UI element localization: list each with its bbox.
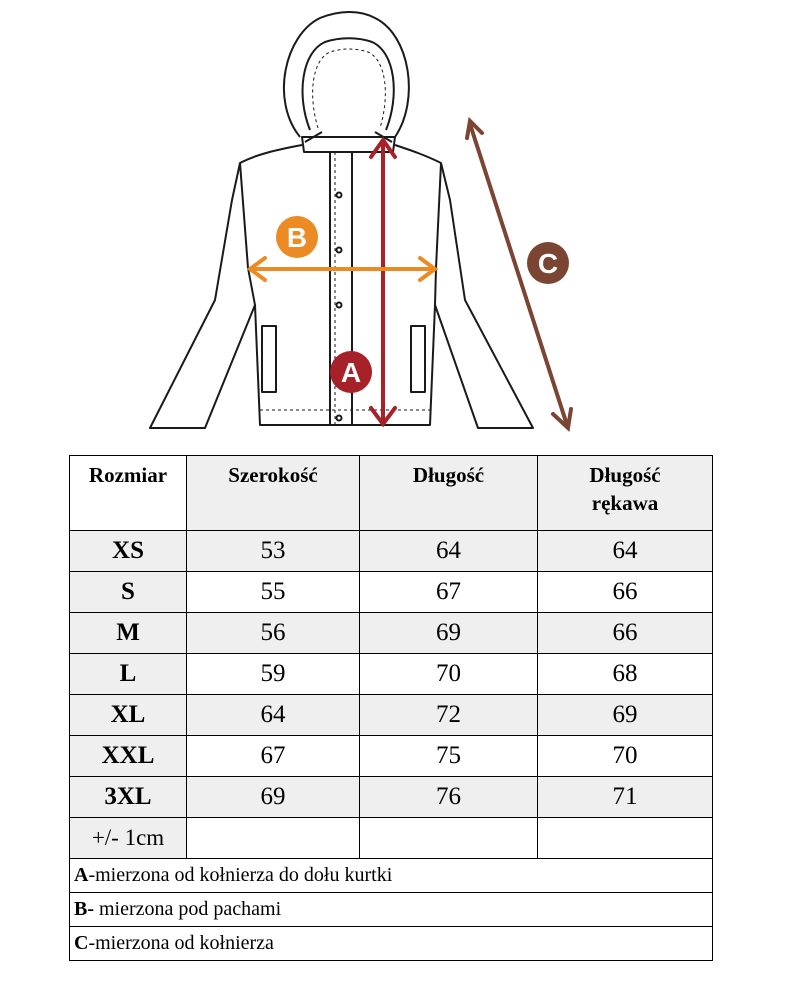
sleeve-cell: 71 [538,777,713,818]
measurement-a-arrow [371,140,395,424]
note-row-c [70,927,713,961]
width-cell: 67 [187,736,360,777]
sleeve-cell: 68 [538,654,713,695]
header-size: Rozmiar [70,456,187,531]
table-row [70,777,713,818]
size-cell: 3XL [70,777,187,818]
length-cell: 67 [360,572,538,613]
width-cell: 55 [187,572,360,613]
note-row-a [70,859,713,893]
sleeve-cell: 69 [538,695,713,736]
header-row [70,456,713,531]
header-sleeve-length [538,456,713,531]
note-b [70,893,713,927]
marker-c-letter: C [537,248,559,279]
length-cell: 64 [360,531,538,572]
size-cell: L [70,654,187,695]
marker-b-badge [276,216,318,258]
empty-cell [187,818,360,859]
header-sleeve-line1: Długość [589,463,661,487]
sleeve-cell: 70 [538,736,713,777]
length-cell: 72 [360,695,538,736]
note-a-mark: A [74,864,89,886]
sleeve-cell: 66 [538,572,713,613]
sleeve-cell: 64 [538,531,713,572]
width-cell: 59 [187,654,360,695]
note-a [70,859,713,893]
width-cell: 69 [187,777,360,818]
note-row-b [70,893,713,927]
measurement-b-arrow [250,258,435,280]
table-row [70,654,713,695]
marker-a-badge [330,351,372,393]
table-row [70,572,713,613]
length-cell: 75 [360,736,538,777]
size-cell: XS [70,531,187,572]
header-length: Długość [360,456,538,531]
table-row [70,613,713,654]
empty-cell [360,818,538,859]
header-sleeve-line2: rękawa [591,491,659,515]
width-cell: 64 [187,695,360,736]
marker-b-letter: B [286,222,308,253]
size-chart-table [69,455,713,961]
table-row [70,531,713,572]
note-c [70,927,713,961]
length-cell: 76 [360,777,538,818]
width-cell: 56 [187,613,360,654]
sleeve-cell: 66 [538,613,713,654]
marker-a-letter: A [340,357,362,388]
size-cell: XL [70,695,187,736]
size-cell: XXL [70,736,187,777]
tolerance-row [70,818,713,859]
length-cell: 69 [360,613,538,654]
table-row [70,736,713,777]
header-width: Szerokość [187,456,360,531]
length-cell: 70 [360,654,538,695]
note-b-mark: B- [74,898,94,920]
jacket-measurement-diagram [0,0,794,450]
width-cell: 53 [187,531,360,572]
note-a-text: -mierzona od kołnierza do dołu kurtki [88,864,393,886]
size-cell: S [70,572,187,613]
tolerance-cell: +/- 1cm [70,818,187,859]
note-c-mark: C [74,932,89,954]
empty-cell [538,818,713,859]
note-b-text: mierzona pod pachami [94,898,282,920]
note-c-text: -mierzona od kołnierza [88,932,274,954]
table-row [70,695,713,736]
size-cell: M [70,613,187,654]
marker-c-badge [527,242,569,284]
